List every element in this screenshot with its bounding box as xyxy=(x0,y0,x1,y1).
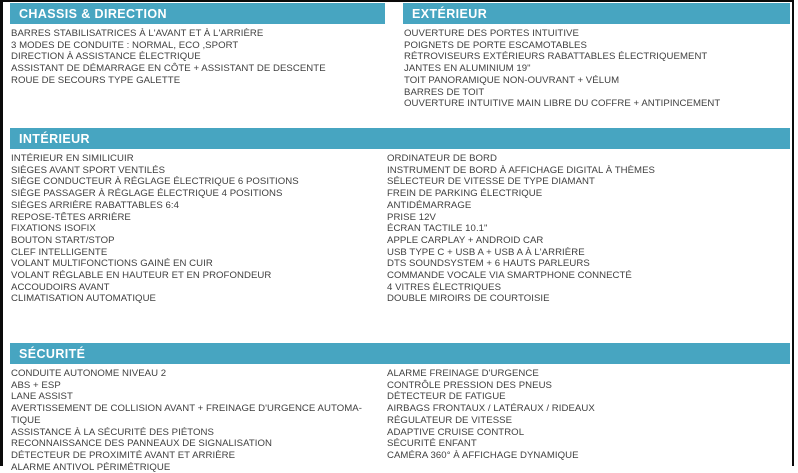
feature-item: VOLANT MULTIFONCTIONS GAINÉ EN CUIR xyxy=(11,258,213,270)
feature-item: 4 VITRES ÉLECTRIQUES xyxy=(387,281,502,293)
feature-item: SÉLECTEUR DE VITESSE DE TYPE DIAMANT xyxy=(387,176,595,188)
feature-item: RÉGULATEUR DE VITESSE xyxy=(387,414,513,426)
feature-item: BARRES DE TOIT xyxy=(404,86,485,98)
interieur-columns xyxy=(10,149,790,305)
feature-item: TOIT PANORAMIQUE NON-OUVRANT + VÉLUM xyxy=(404,74,620,86)
feature-item: APPLE CARPLAY + ANDROID CAR xyxy=(387,234,544,246)
section-header-chassis-direction xyxy=(10,3,385,24)
feature-item: OUVERTURE INTUITIVE MAIN LIBRE DU COFFRE + ANTIPINCEMENT xyxy=(404,98,721,110)
feature-item: RÉTROVISEURS EXTÉRIEURS RABATTABLES ÉLECTRIQUEMENT xyxy=(404,51,708,63)
feature-item: FREIN DE PARKING ÉLECTRIQUE xyxy=(387,188,543,200)
feature-item: PRISE 12V xyxy=(387,211,436,223)
feature-item: CLEF INTELLIGENTE xyxy=(11,246,108,258)
feature-item: BARRES STABILISATRICES À L'AVANT ET À L'ARRIÈRE xyxy=(11,28,264,39)
feature-item: INSTRUMENT DE BORD À AFFICHAGE DIGITAL À THÈMES xyxy=(387,164,655,176)
section-interieur xyxy=(10,128,790,305)
section-title: SÉCURITÉ xyxy=(19,346,86,361)
exterieur-feature-list xyxy=(403,28,790,110)
feature-item: BOUTON START/STOP xyxy=(11,234,115,246)
feature-item: DÉTECTEUR DE PROXIMITÉ AVANT ET ARRIÈRE xyxy=(11,449,236,461)
page-border-left xyxy=(0,0,3,466)
feature-item: JANTES EN ALUMINIUM 19" xyxy=(404,63,531,75)
feature-item: DTS SOUNDSYSTEM + 6 HAUTS PARLEURS xyxy=(387,258,590,270)
feature-item: DÉTECTEUR DE FATIGUE xyxy=(387,391,506,403)
feature-item: ANTIDÉMARRAGE xyxy=(387,199,472,211)
section-title: CHASSIS & DIRECTION xyxy=(19,6,167,21)
feature-item: ABS + ESP xyxy=(11,379,61,391)
feature-item: CONDUITE AUTONOME NIVEAU 2 xyxy=(11,368,167,379)
feature-item: REPOSE-TÊTES ARRIÈRE xyxy=(11,211,131,223)
feature-item: 3 MODES DE CONDUITE : NORMAL, ECO ,SPORT xyxy=(11,39,239,51)
feature-item: INTÉRIEUR EN SIMILICUIR xyxy=(11,153,134,164)
securite-feature-list-left xyxy=(10,368,386,473)
securite-columns xyxy=(10,364,790,473)
page-border-right xyxy=(792,0,794,466)
section-title: EXTÉRIEUR xyxy=(412,6,488,21)
section-header-exterieur xyxy=(403,3,790,24)
interieur-feature-list-left xyxy=(10,153,386,305)
feature-item: LANE ASSIST xyxy=(11,391,73,403)
feature-item: ADAPTIVE CRUISE CONTROL xyxy=(387,426,525,438)
feature-item: ÉCRAN TACTILE 10.1" xyxy=(387,223,488,235)
section-header-securite xyxy=(10,343,790,364)
section-header-interieur xyxy=(10,128,790,149)
feature-item: CONTRÔLE PRESSION DES PNEUS xyxy=(387,379,553,391)
feature-item: DOUBLE MIROIRS DE COURTOISIE xyxy=(387,293,550,305)
section-title: INTÉRIEUR xyxy=(19,131,90,146)
feature-item: SIÈGES AVANT SPORT VENTILÉS xyxy=(11,164,166,176)
section-exterieur xyxy=(403,3,790,110)
feature-item: DIRECTION À ASSISTANCE ÉLECTRIQUE xyxy=(11,51,201,63)
feature-item: ORDINATEUR DE BORD xyxy=(387,153,497,164)
feature-item: CAMÉRA 360° À AFFICHAGE DYNAMIQUE xyxy=(387,449,579,461)
feature-item: RECONNAISSANCE DES PANNEAUX DE SIGNALISATION xyxy=(11,438,272,450)
feature-item: ALARME FREINAGE D'URGENCE xyxy=(387,368,539,379)
feature-item: ASSISTANCE À LA SÉCURITÉ DES PIÉTONS xyxy=(11,426,214,438)
feature-item: VOLANT RÉGLABLE EN HAUTEUR ET EN PROFONDEUR xyxy=(11,270,272,282)
feature-item: SIÈGE CONDUCTEUR À RÉGLAGE ÉLECTRIQUE 6 POSITIONS xyxy=(11,176,299,188)
securite-feature-list-right xyxy=(386,368,790,462)
feature-item: FIXATIONS ISOFIX xyxy=(11,223,96,235)
feature-item: AIRBAGS FRONTAUX / LATÉRAUX / RIDEAUX xyxy=(387,403,595,415)
feature-item: POIGNETS DE PORTE ESCAMOTABLES xyxy=(404,39,587,51)
feature-item: ACCOUDOIRS AVANT xyxy=(11,281,110,293)
feature-item: SÉCURITÉ ENFANT xyxy=(387,438,477,450)
feature-item: ROUE DE SECOURS TYPE GALETTE xyxy=(11,74,181,86)
feature-item: USB TYPE C + USB A + USB A À L'ARRIÈRE xyxy=(387,246,585,258)
feature-item: SIÈGE PASSAGER À RÉGLAGE ÉLECTRIQUE 4 POSITIONS xyxy=(11,188,283,200)
page-border-top xyxy=(0,0,794,2)
section-chassis-direction xyxy=(10,3,385,87)
feature-item: CLIMATISATION AUTOMATIQUE xyxy=(11,293,156,305)
feature-item: SIÈGES ARRIÈRE RABATTABLES 6:4 xyxy=(11,199,180,211)
feature-item: ALARME ANTIVOL PÉRIMÉTRIQUE xyxy=(11,461,171,473)
feature-item: COMMANDE VOCALE VIA SMARTPHONE CONNECTÉ xyxy=(387,270,632,282)
feature-item: AVERTISSEMENT DE COLLISION AVANT + FREINAGE D'URGENCE AUTOMA-TIQUE xyxy=(11,403,362,426)
chassis-feature-list xyxy=(10,28,385,87)
section-securite xyxy=(10,343,790,473)
interieur-feature-list-right xyxy=(386,153,790,305)
feature-item: OUVERTURE DES PORTES INTUITIVE xyxy=(404,28,579,39)
feature-item: ASSISTANT DE DÉMARRAGE EN CÔTE + ASSISTANT DE DESCENTE xyxy=(11,63,326,75)
